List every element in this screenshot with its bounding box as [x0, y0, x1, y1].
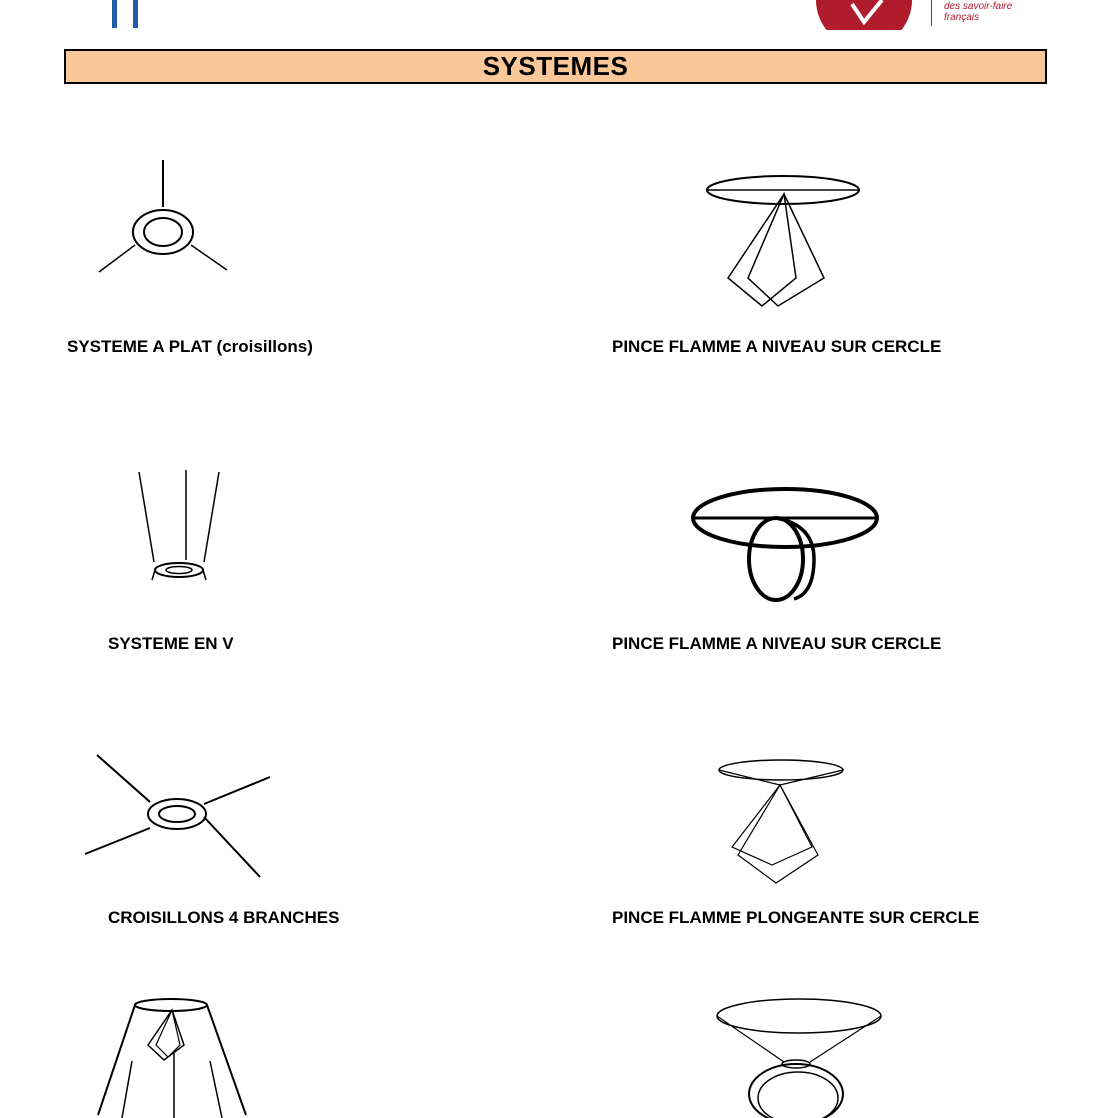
- right-logo-icon: [812, 0, 922, 30]
- brand-tagline-line1: des savoir-faire: [944, 1, 1013, 12]
- shade-frame-with-flame-clip-icon: [92, 995, 257, 1118]
- four-arm-spider-icon: [80, 750, 280, 885]
- caption-pince-flamme-niveau-1: PINCE FLAMME A NIVEAU SUR CERCLE: [612, 337, 942, 356]
- v-system-icon: [130, 470, 230, 585]
- flame-clip-ring-icon: [690, 485, 885, 610]
- left-logo-icon: [108, 0, 140, 28]
- flat-spider-fitting-icon: [95, 155, 235, 280]
- caption-systeme-a-plat: SYSTEME A PLAT (croisillons): [67, 337, 313, 356]
- brand-tagline-line2: français: [944, 12, 980, 23]
- flame-clip-level-icon: [700, 170, 865, 310]
- caption-pince-flamme-plongeante: PINCE FLAMME PLONGEANTE SUR CERCLE: [612, 908, 980, 927]
- caption-croisillons-4-branches: CROISILLONS 4 BRANCHES: [108, 908, 340, 927]
- brand-tagline: [944, 0, 1012, 23]
- caption-systeme-en-v: SYSTEME EN V: [108, 634, 234, 653]
- brand-separator: [931, 0, 932, 26]
- flame-clip-plunging-icon: [712, 755, 852, 890]
- caption-pince-flamme-niveau-2: PINCE FLAMME A NIVEAU SUR CERCLE: [612, 634, 942, 653]
- page-title: SYSTEMES: [64, 49, 1047, 84]
- plunging-clip-ring-icon: [712, 998, 887, 1118]
